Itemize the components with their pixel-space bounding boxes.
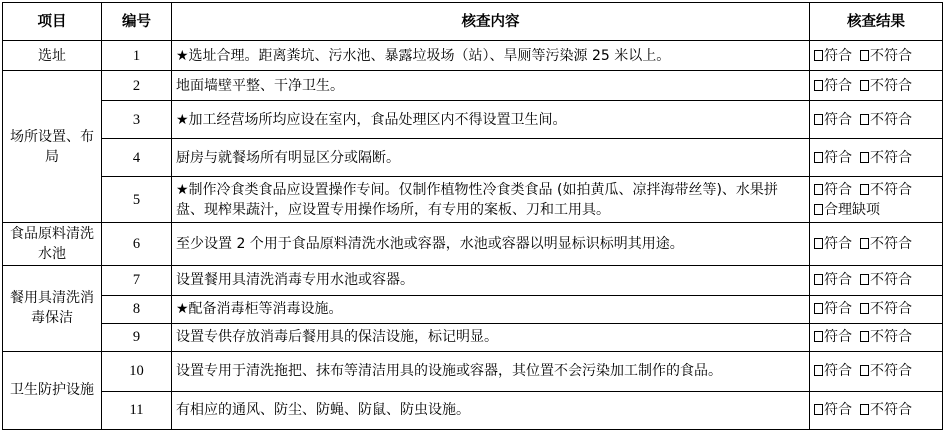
table-row xyxy=(3,295,943,323)
category-raw-wash: 食品原料清洗水池 xyxy=(3,223,102,265)
item-content: 至少设置 2 个用于食品原料清洗水池或容器，水池或容器以明显标识标明其用途。 xyxy=(172,223,810,265)
category-hygiene: 卫生防护设施 xyxy=(3,351,102,429)
not-conform-checkbox[interactable]: 不符合 xyxy=(860,46,912,66)
checkbox-icon xyxy=(814,50,823,61)
table-row xyxy=(3,391,943,429)
result-cell xyxy=(810,41,943,71)
checkbox-icon xyxy=(814,238,823,249)
category-tableware: 餐用具清洗消毒保洁 xyxy=(3,265,102,351)
checkbox-icon xyxy=(860,303,869,314)
item-content: ★选址合理。距离粪坑、污水池、暴露垃圾场（站）、旱厕等污染源 25 米以上。 xyxy=(172,41,810,71)
header-content: 核查内容 xyxy=(172,3,810,41)
checkbox-icon xyxy=(860,274,869,285)
table-row xyxy=(3,323,943,351)
header-row xyxy=(3,3,943,41)
item-number: 2 xyxy=(102,71,172,101)
item-content: 地面墙壁平整、干净卫生。 xyxy=(172,71,810,101)
checkbox-icon xyxy=(814,80,823,91)
checkbox-icon xyxy=(814,114,823,125)
conform-checkbox[interactable]: 符合 xyxy=(814,110,852,130)
item-number: 9 xyxy=(102,323,172,351)
header-category: 项目 xyxy=(3,3,102,41)
table-row xyxy=(3,71,943,101)
category-layout: 场所设置、布局 xyxy=(3,71,102,223)
checkbox-icon xyxy=(860,114,869,125)
item-number: 5 xyxy=(102,177,172,223)
item-number: 1 xyxy=(102,41,172,71)
not-conform-checkbox[interactable]: 不符合 xyxy=(860,327,912,347)
item-content: ★加工经营场所均应设在室内，食品处理区内不得设置卫生间。 xyxy=(172,101,810,139)
item-number: 4 xyxy=(102,139,172,177)
checkbox-icon xyxy=(814,365,823,376)
header-number: 编号 xyxy=(102,3,172,41)
item-content: 设置专用于清洗拖把、抹布等清洁用具的设施或容器，其位置不会污染加工制作的食品。 xyxy=(172,351,810,391)
checkbox-icon xyxy=(814,331,823,342)
result-cell xyxy=(810,391,943,429)
checkbox-icon xyxy=(860,365,869,376)
result-cell xyxy=(810,265,943,295)
conform-checkbox[interactable]: 符合 xyxy=(814,270,852,290)
not-conform-checkbox[interactable]: 不符合 xyxy=(860,361,912,381)
table-row xyxy=(3,265,943,295)
inspection-checklist-table xyxy=(2,2,943,430)
not-conform-checkbox[interactable]: 不符合 xyxy=(860,299,912,319)
conform-checkbox[interactable]: 符合 xyxy=(814,46,852,66)
checkbox-icon xyxy=(814,404,823,415)
table-row xyxy=(3,351,943,391)
item-number: 8 xyxy=(102,295,172,323)
not-conform-checkbox[interactable]: 不符合 xyxy=(860,234,912,254)
checkbox-icon xyxy=(814,303,823,314)
checkbox-icon xyxy=(860,404,869,415)
conform-checkbox[interactable]: 符合 xyxy=(814,234,852,254)
item-content: 设置专供存放消毒后餐用具的保洁设施，标记明显。 xyxy=(172,323,810,351)
checkbox-icon xyxy=(814,152,823,163)
checkbox-icon xyxy=(814,204,823,215)
table-row xyxy=(3,223,943,265)
checkbox-icon xyxy=(860,331,869,342)
not-conform-checkbox[interactable]: 不符合 xyxy=(860,148,912,168)
not-conform-checkbox[interactable]: 不符合 xyxy=(860,110,912,130)
result-cell xyxy=(810,223,943,265)
conform-checkbox[interactable]: 符合 xyxy=(814,400,852,420)
result-cell xyxy=(810,101,943,139)
conform-checkbox[interactable]: 符合 xyxy=(814,361,852,381)
item-content: 厨房与就餐场所有明显区分或隔断。 xyxy=(172,139,810,177)
not-conform-checkbox[interactable]: 不符合 xyxy=(860,180,912,200)
item-number: 10 xyxy=(102,351,172,391)
table-row xyxy=(3,41,943,71)
table-row xyxy=(3,177,943,223)
result-cell xyxy=(810,139,943,177)
item-number: 11 xyxy=(102,391,172,429)
item-number: 3 xyxy=(102,101,172,139)
result-cell xyxy=(810,295,943,323)
checkbox-icon xyxy=(814,184,823,195)
conform-checkbox[interactable]: 符合 xyxy=(814,327,852,347)
item-content: 有相应的通风、防尘、防蝇、防鼠、防虫设施。 xyxy=(172,391,810,429)
conform-checkbox[interactable]: 符合 xyxy=(814,299,852,319)
header-result: 核查结果 xyxy=(810,3,943,41)
item-content: 设置餐用具清洗消毒专用水池或容器。 xyxy=(172,265,810,295)
item-content: ★配备消毒柜等消毒设施。 xyxy=(172,295,810,323)
category-site: 选址 xyxy=(3,41,102,71)
result-cell xyxy=(810,177,943,223)
conform-checkbox[interactable]: 符合 xyxy=(814,76,852,96)
reasonable-missing-checkbox[interactable]: 合理缺项 xyxy=(814,200,880,220)
conform-checkbox[interactable]: 符合 xyxy=(814,180,852,200)
item-content: ★制作冷食类食品应设置操作专间。仅制作植物性冷食类食品 (如拍黄瓜、凉拌海带丝等)、水果拼盘、现榨果蔬汁，应设置专用操作场所，有专用的案板、刀和工用具。 xyxy=(172,177,810,223)
checkbox-icon xyxy=(814,274,823,285)
conform-checkbox[interactable]: 符合 xyxy=(814,148,852,168)
item-number: 6 xyxy=(102,223,172,265)
table-row xyxy=(3,139,943,177)
checkbox-icon xyxy=(860,238,869,249)
checkbox-icon xyxy=(860,152,869,163)
checkbox-icon xyxy=(860,50,869,61)
not-conform-checkbox[interactable]: 不符合 xyxy=(860,400,912,420)
checkbox-icon xyxy=(860,80,869,91)
result-cell xyxy=(810,323,943,351)
result-cell xyxy=(810,71,943,101)
result-cell xyxy=(810,351,943,391)
item-number: 7 xyxy=(102,265,172,295)
not-conform-checkbox[interactable]: 不符合 xyxy=(860,76,912,96)
checkbox-icon xyxy=(860,184,869,195)
not-conform-checkbox[interactable]: 不符合 xyxy=(860,270,912,290)
table-row xyxy=(3,101,943,139)
